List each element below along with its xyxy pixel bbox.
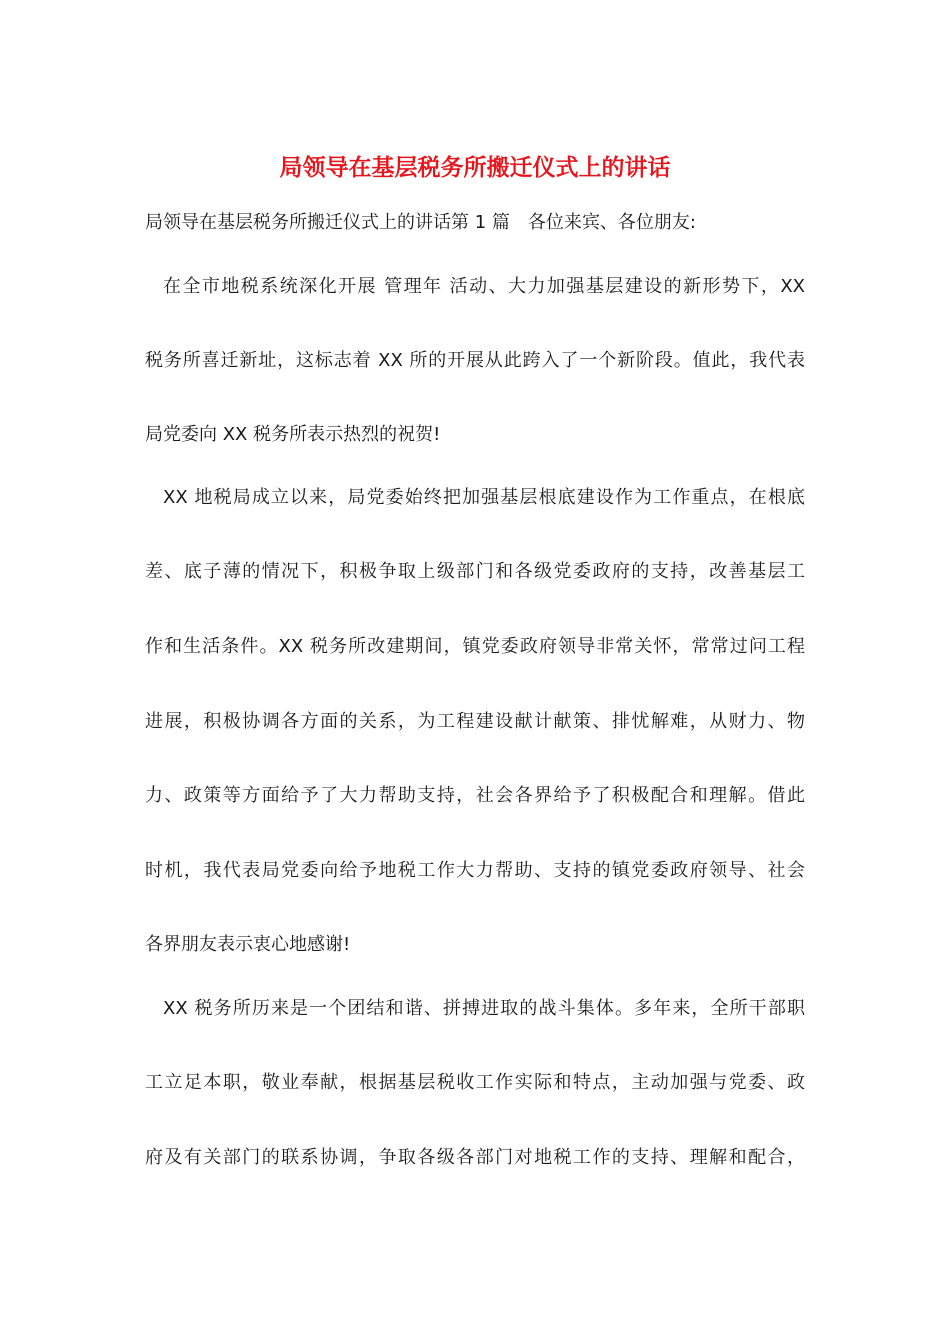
text-line-12: XX 税务所历来是一个团结和谐、拼搏进取的战斗集体。多年来，全所干部职 bbox=[163, 998, 805, 1019]
document-title: 局领导在基层税务所搬迁仪式上的讲话 bbox=[279, 154, 671, 181]
text-line-7: 作和生活条件。XX 税务所改建期间，镇党委政府领导非常关怀，常常过问工程 bbox=[145, 636, 805, 657]
text-line-6: 差、底子薄的情况下，积极争取上级部门和各级党委政府的支持，改善基层工 bbox=[145, 561, 805, 582]
text-line-4: 局党委向 XX 税务所表示热烈的祝贺! bbox=[145, 424, 441, 445]
text-line-2: 在全市地税系统深化开展 管理年 活动、大力加强基层建设的新形势下，XX bbox=[163, 276, 805, 297]
text-line-9: 力、政策等方面给予了大力帮助支持，社会各界给予了积极配合和理解。借此 bbox=[145, 785, 805, 806]
text-line-10: 时机，我代表局党委向给予地税工作大力帮助、支持的镇党委政府领导、社会 bbox=[145, 860, 805, 881]
text-line-1: 局领导在基层税务所搬迁仪式上的讲话第 1 篇 各位来宾、各位朋友: bbox=[145, 212, 696, 233]
text-line-11: 各界朋友表示衷心地感谢! bbox=[145, 934, 351, 955]
text-line-8: 进展，积极协调各方面的关系，为工程建设献计献策、排忧解难，从财力、物 bbox=[145, 711, 805, 732]
text-line-5: XX 地税局成立以来，局党委始终把加强基层根底建设作为工作重点，在根底 bbox=[163, 487, 805, 508]
text-line-3: 税务所喜迁新址，这标志着 XX 所的开展从此跨入了一个新阶段。值此，我代表 bbox=[145, 350, 805, 371]
text-line-13: 工立足本职，敬业奉献，根据基层税收工作实际和特点，主动加强与党委、政 bbox=[145, 1072, 805, 1093]
text-line-14: 府及有关部门的联系协调，争取各级各部门对地税工作的支持、理解和配合， bbox=[145, 1147, 805, 1168]
